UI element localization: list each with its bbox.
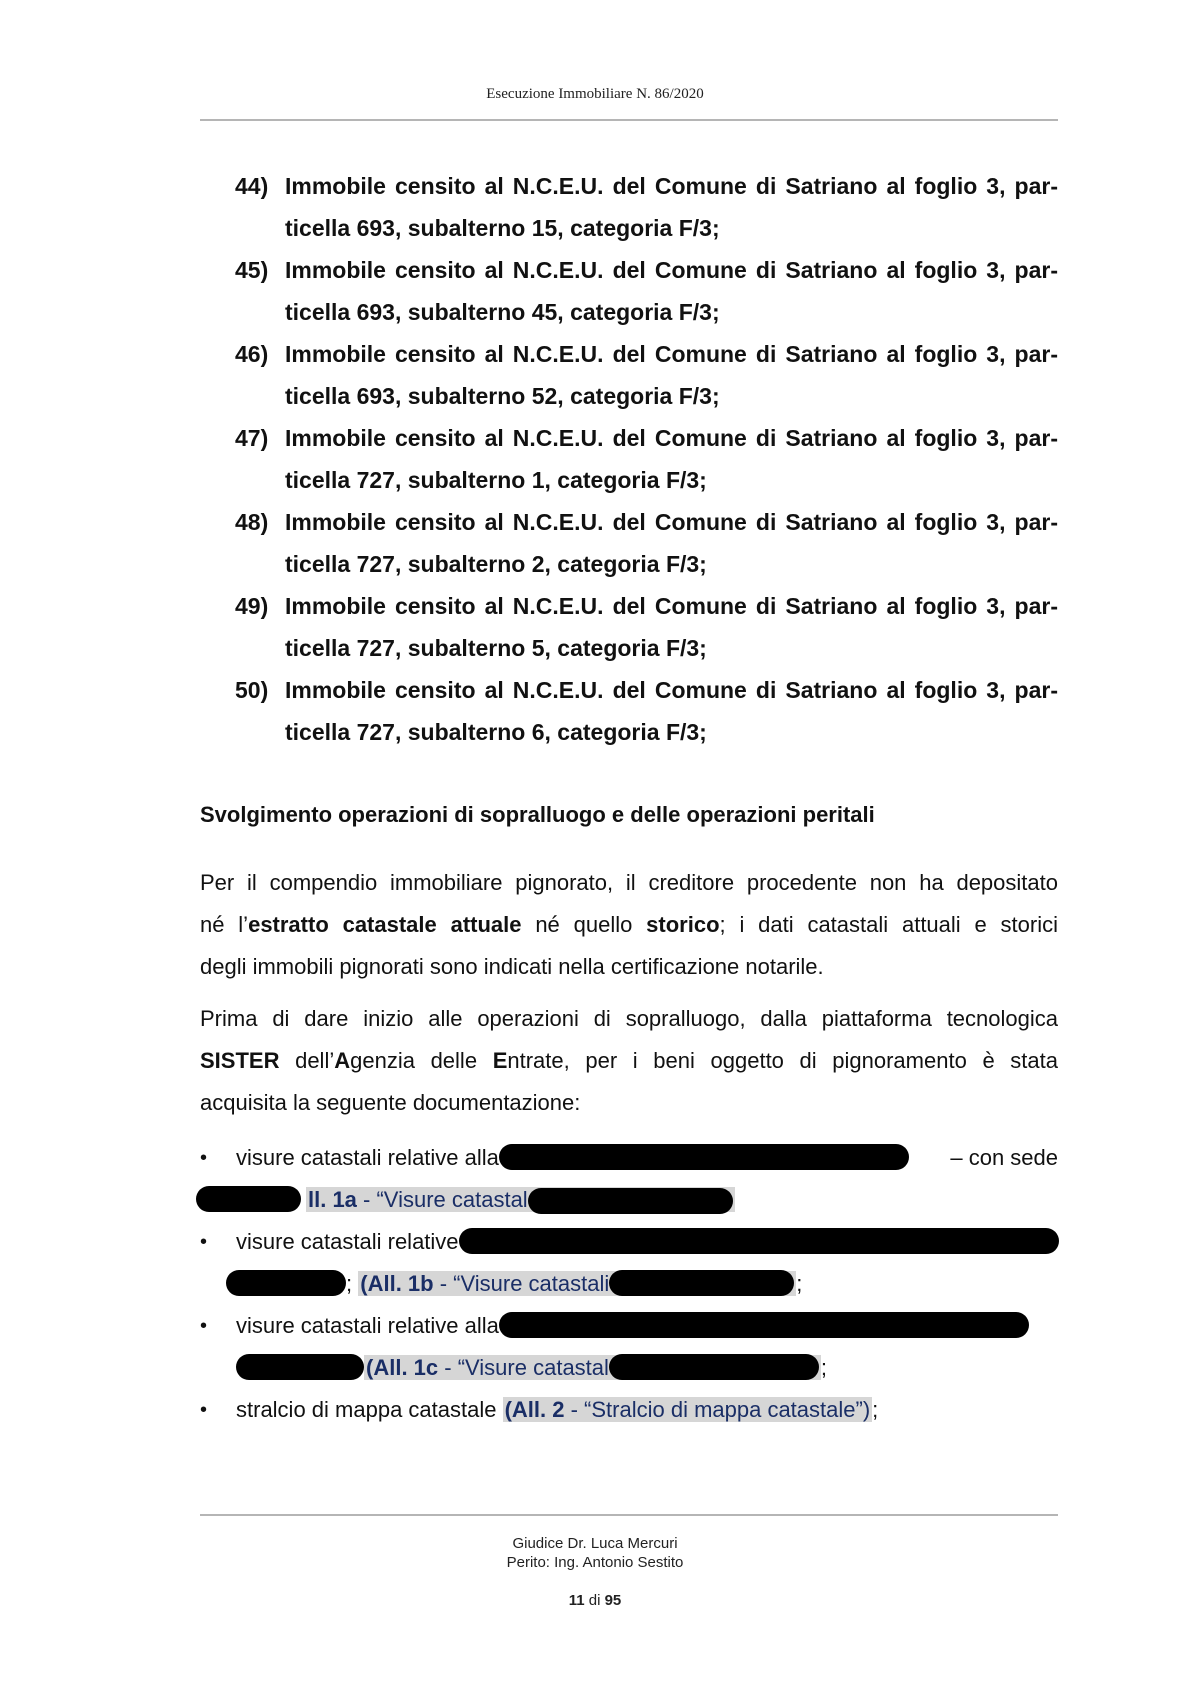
paragraph-line: Per il compendio immobiliare pignorato, il creditore procedente non ha depositato (200, 870, 1058, 895)
text-run: genzia delle (350, 1048, 493, 1073)
list-item (200, 585, 1058, 669)
text-run: né l’ (200, 912, 249, 937)
list-item (200, 165, 1058, 249)
item-line: Immobile censito al N.C.E.U. del Comune di Satriano al foglio 3, par- (285, 677, 1058, 703)
item-line: Immobile censito al N.C.E.U. del Comune di Satriano al foglio 3, par- (285, 257, 1058, 283)
bullet-text: ; (872, 1397, 879, 1422)
page-current: 11 (568, 1592, 585, 1609)
header-divider (200, 119, 1058, 121)
list-item (200, 417, 1058, 501)
bold-run: SISTER (200, 1048, 280, 1073)
bullet-text: – con sede (950, 1145, 1058, 1170)
bullet-text: visure catastali relative alla (236, 1145, 499, 1170)
bullet-line (236, 1179, 1058, 1221)
page-header: Esecuzione Immobiliare N. 86/2020 (486, 86, 704, 102)
bullet-line (236, 1347, 1058, 1389)
paragraph-line: Prima di dare inizio alle operazioni di sopralluogo, dalla piattaforma tecnologica (200, 1006, 1058, 1031)
bullet-text: visure catastali relative (236, 1229, 459, 1254)
redaction-mark (528, 1188, 733, 1214)
text-run: ; i dati catastali attuali e storici (719, 912, 1059, 937)
bullet-line (236, 1221, 1058, 1263)
bullet-text: visure catastali relative alla (236, 1313, 499, 1338)
bold-run: E (492, 1048, 508, 1073)
redaction-mark (499, 1144, 909, 1170)
list-item (200, 1137, 1058, 1221)
item-line: ticella 727, subalterno 2, categoria F/3; (285, 551, 707, 577)
item-line: ticella 727, subalterno 1, categoria F/3; (285, 467, 707, 493)
item-number: 45) (235, 257, 269, 283)
list-item (200, 669, 1058, 753)
paragraph-sister (200, 998, 1058, 1124)
paragraph-cadastral-extract (200, 862, 1058, 988)
page-separator: di (584, 1592, 605, 1609)
item-number: 44) (235, 173, 269, 199)
redaction-mark (236, 1354, 364, 1380)
attachment-reference: (All. 1c - “Visure catastal (364, 1355, 821, 1380)
item-line: Immobile censito al N.C.E.U. del Comune di Satriano al foglio 3, par- (285, 593, 1058, 619)
footer-divider (200, 1514, 1058, 1516)
bullet-text: ; (796, 1271, 803, 1296)
text-run: ntrate, per i beni oggetto di pignoramento è stata (507, 1048, 1058, 1073)
paragraph-line (200, 904, 1058, 946)
item-number: 46) (235, 341, 269, 367)
documentation-list (200, 1137, 1058, 1431)
item-number: 50) (235, 677, 269, 703)
page-number (0, 1592, 1190, 1609)
bold-run: A (334, 1048, 351, 1073)
item-line: ticella 727, subalterno 5, categoria F/3; (285, 635, 707, 661)
bullet-line (236, 1305, 1058, 1347)
bullet-line (236, 1137, 1058, 1179)
paragraph-line: acquisita la seguente documentazione: (200, 1090, 581, 1115)
paragraph-line: degli immobili pignorati sono indicati nella certificazione notarile. (200, 954, 824, 979)
item-line: ticella 693, subalterno 15, categoria F/3; (285, 215, 720, 241)
list-item (200, 1389, 1058, 1431)
item-number: 49) (235, 593, 269, 619)
item-line: ticella 693, subalterno 52, categoria F/3; (285, 383, 720, 409)
item-number: 47) (235, 425, 269, 451)
bullet-icon: • (200, 1399, 208, 1421)
bullet-icon: • (200, 1231, 208, 1253)
attachment-reference: ll. 1a - “Visure catastal (306, 1187, 735, 1212)
item-line: Immobile censito al N.C.E.U. del Comune di Satriano al foglio 3, par- (285, 341, 1058, 367)
redaction-mark (499, 1312, 1029, 1338)
bold-run: estratto catastale attuale (248, 912, 522, 937)
paragraph-line (200, 1040, 1058, 1082)
bold-run: storico (646, 912, 720, 937)
item-line: ticella 693, subalterno 45, categoria F/3; (285, 299, 720, 325)
item-line: Immobile censito al N.C.E.U. del Comune di Satriano al foglio 3, par- (285, 425, 1058, 451)
property-list (200, 165, 1058, 753)
item-number: 48) (235, 509, 269, 535)
bullet-text: ; (346, 1271, 353, 1296)
footer-judge: Giudice Dr. Luca Mercuri (512, 1535, 678, 1552)
redaction-mark (226, 1270, 346, 1296)
bullet-text: ; (820, 1355, 828, 1380)
text-run: dell’ (279, 1048, 335, 1073)
redaction-mark (459, 1228, 1059, 1254)
item-line: ticella 727, subalterno 6, categoria F/3; (285, 719, 707, 745)
section-heading: Svolgimento operazioni di sopralluogo e delle operazioni peritali (200, 802, 875, 827)
item-line: Immobile censito al N.C.E.U. del Comune di Satriano al foglio 3, par- (285, 173, 1058, 199)
redaction-mark (609, 1354, 819, 1380)
bullet-line (236, 1263, 1058, 1305)
list-item (200, 333, 1058, 417)
text-run: né quello (521, 912, 647, 937)
redaction-mark (196, 1186, 301, 1212)
bullet-icon: • (200, 1147, 208, 1169)
attachment-reference: (All. 1b - “Visure catastali (358, 1271, 796, 1296)
attachment-reference: (All. 2 - “Stralcio di mappa catastale”) (504, 1397, 871, 1422)
bullet-icon: • (200, 1315, 208, 1337)
page-footer (0, 1534, 1190, 1572)
item-line: Immobile censito al N.C.E.U. del Comune di Satriano al foglio 3, par- (285, 509, 1058, 535)
footer-expert: Perito: Ing. Antonio Sestito (506, 1554, 684, 1571)
page-total: 95 (604, 1592, 622, 1609)
redaction-mark (609, 1270, 794, 1296)
bullet-text: stralcio di mappa catastale (236, 1397, 503, 1422)
list-item (200, 1305, 1058, 1389)
list-item (200, 501, 1058, 585)
bullet-line (236, 1389, 1058, 1431)
list-item (200, 249, 1058, 333)
list-item (200, 1221, 1058, 1305)
